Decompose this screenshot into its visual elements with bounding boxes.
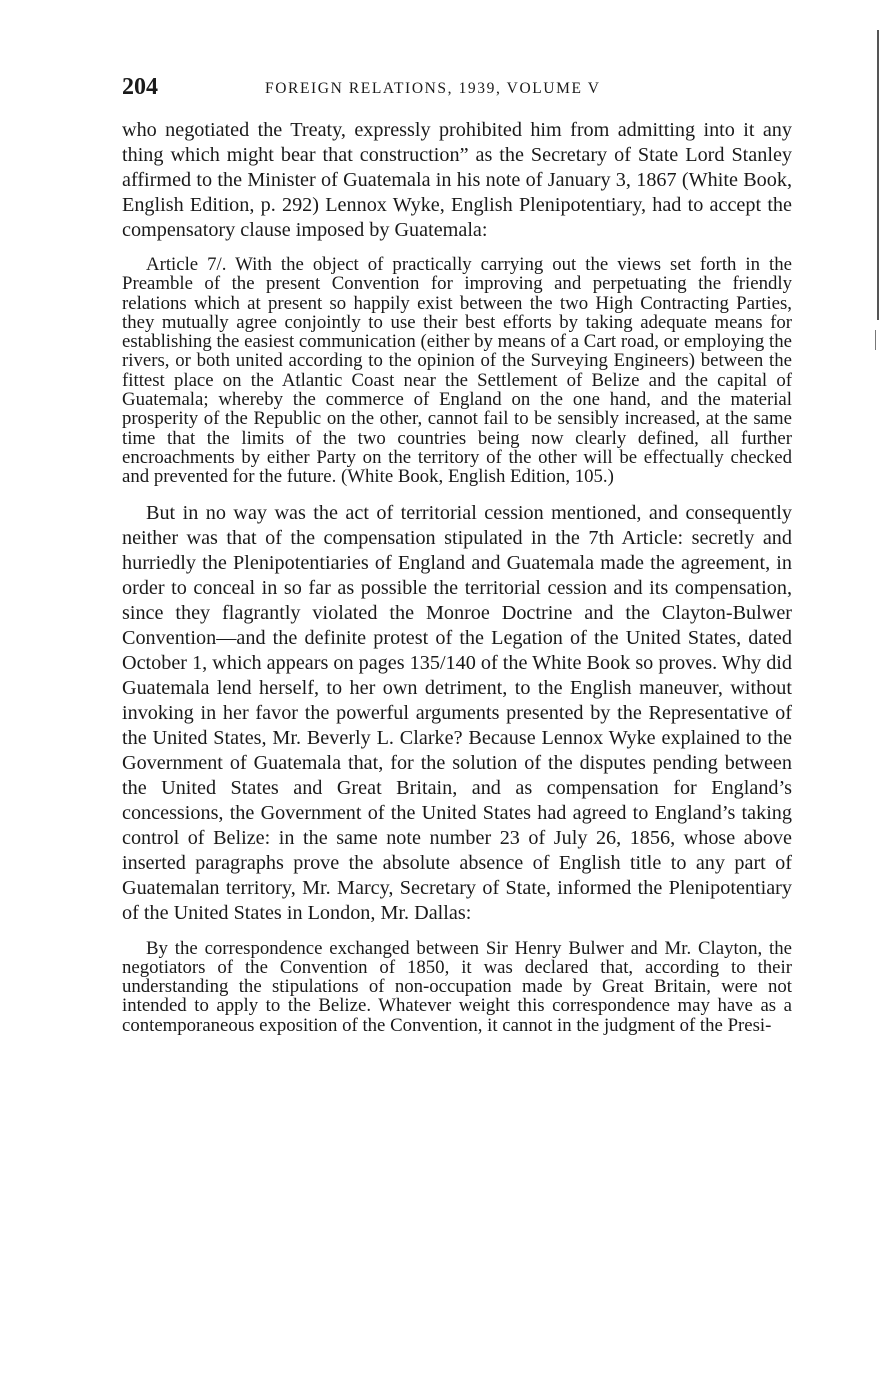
block-quote: Article 7/. With the object of practically carrying out the views set forth in the Preamble of the present Convention for improving and perpetuating the friendly relations which at present so happily exist between the two High Contracting Parties, they mutually agree conjointly to use their best efforts by taking adequate means for establishing the easiest communication (either by means of a Cart road, or employing the rivers, or both united according to the opinion of the Surveying Engineers) between the fittest place on the Atlantic Coast near the Settlement of Belize and the capital of Guatemala; whereby the commerce of England on the one hand, and the material prosperity of the Republic on the other, cannot fail to be sensibly increased, at the same time that the limits of the two countries being now clearly defined, all further encroachments by either Party on the territory of the other will be effectually checked and prevented for the future. (White Book, English Edition, 105.): [122, 254, 792, 488]
page-edge-mark: [877, 30, 879, 320]
body-paragraph: But in no way was the act of territorial cession mentioned, and consequently neither was that of the compensation stipulated in the 7th Article: secretly and hurriedly the Plenipotentiaries of England and Guatemala made the agreement, in order to conceal in so far as possible the territorial cession and its compensation, since they flagrantly violated the Monroe Doctrine and the Clayton-Bulwer Convention—and the definite protest of the Legation of the United States, dated October 1, which appears on pages 135/140 of the White Book so proves. Why did Guatemala lend herself, to her own detriment, to the English maneuver, without invoking in her favor the powerful arguments presented by the Representative of the United States, Mr. Beverly L. Clarke? Because Lennox Wyke explained to the Government of Guatemala that, for the solution of the disputes pending between the United States and Great Britain, and as compensation for England’s concessions, the Government of the United States had agreed to England’s taking control of Belize: in the same note number 23 of July 26, 1856, whose above inserted paragraphs prove the absolute absence of English title to any part of Guatemalan territory, Mr. Marcy, Secretary of State, informed the Plenipotentiary of the United States in London, Mr. Dallas:: [122, 501, 792, 924]
page-number: 204: [122, 74, 158, 100]
page-edge-mark: [875, 330, 876, 350]
block-quote: By the correspondence exchanged between Sir Henry Bulwer and Mr. Clayton, the negotiators of the Convention of 1850, it was declared that, according to their understanding the stipulations of non-occupation made by Great Britain, were not intended to apply to the Belize. Whatever weight this correspondence may have as a contemporaneous exposition of the Convention, it cannot in the judgment of the Presi-: [122, 937, 792, 1036]
body-paragraph: who negotiated the Treaty, expressly prohibited him from admitting into it any thing which might bear that construction” as the Secretary of State Lord Stanley affirmed to the Minister of Guatemala in his note of January 3, 1867 (White Book, English Edition, p. 292) Lennox Wyke, English Plenipotentiary, had to accept the compensatory clause imposed by Guatemala:: [122, 119, 792, 241]
document-page: [122, 74, 792, 1035]
running-header: [122, 74, 792, 104]
running-title: FOREIGN RELATIONS, 1939, VOLUME V: [265, 80, 601, 97]
